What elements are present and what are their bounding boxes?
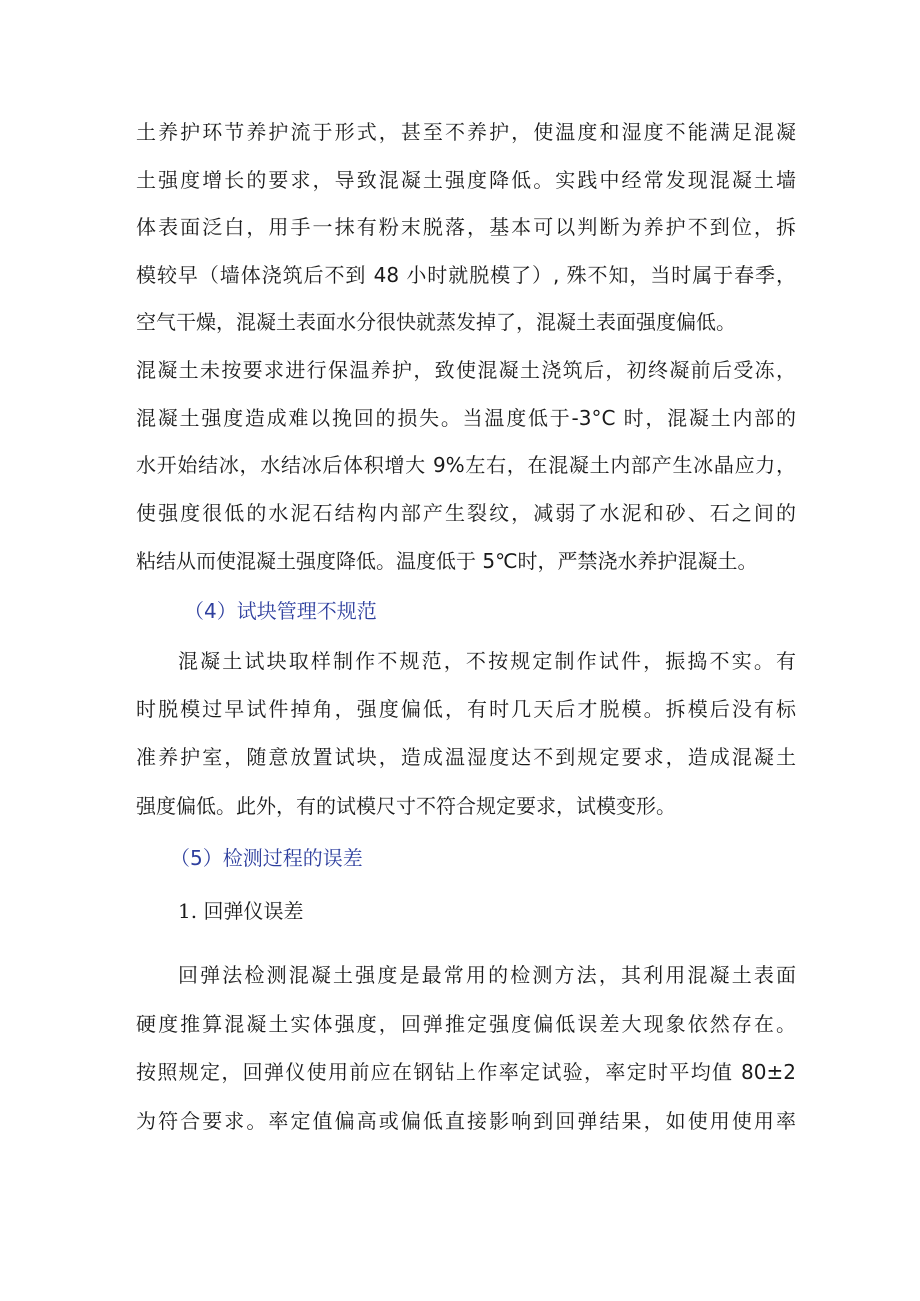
paragraph-line: 粘结从而使混凝土强度降低。温度低于 5℃时，严禁浇水养护混凝土。	[136, 549, 758, 573]
paragraph-line: 准养护室，随意放置试块，造成温湿度达不到规定要求，造成混凝土	[136, 745, 796, 769]
subsection-heading: 1. 回弹仪误差	[178, 899, 304, 923]
paragraph-line: 空气干燥，混凝土表面水分很快就蒸发掉了，混凝土表面强度偏低。	[136, 310, 736, 334]
paragraph-line: 混凝土未按要求进行保温养护，致使混凝土浇筑后，初终凝前后受冻，	[136, 358, 796, 382]
paragraph-line: 土养护环节养护流于形式，甚至不养护，使温度和湿度不能满足混凝	[136, 120, 796, 144]
paragraph-line: 体表面泛白，用手一抹有粉末脱落，基本可以判断为养护不到位，拆	[136, 215, 796, 239]
paragraph-line: 为符合要求。率定值偏高或偏低直接影响到回弹结果，如使用使用率	[136, 1109, 796, 1133]
paragraph-line: 混凝土强度造成难以挽回的损失。当温度低于-3°C 时，混凝土内部的	[136, 406, 796, 430]
paragraph-line: 土强度增长的要求，导致混凝土强度降低。实践中经常发现混凝土墙	[136, 168, 796, 192]
paragraph-line: 模较早（墙体浇筑后不到 48 小时就脱模了）, 殊不知，当时属于春季，	[136, 263, 796, 287]
section-heading-4: （4）试块管理不规范	[184, 599, 377, 623]
section-heading-5: （5）检测过程的误差	[170, 846, 363, 870]
paragraph-line: 使强度很低的水泥石结构内部产生裂纹，减弱了水泥和砂、石之间的	[136, 501, 796, 525]
paragraph-line: 强度偏低。此外，有的试模尺寸不符合规定要求，试模变形。	[136, 794, 676, 818]
paragraph-line: 回弹法检测混凝土强度是最常用的检测方法，其利用混凝土表面	[178, 963, 796, 987]
paragraph-line: 混凝土试块取样制作不规范，不按规定制作试件，振捣不实。有	[178, 649, 796, 673]
paragraph-line: 水开始结冰，水结冰后体积增大 9%左右，在混凝土内部产生冰晶应力，	[136, 453, 796, 477]
paragraph-line: 硬度推算混凝土实体强度，回弹推定强度偏低误差大现象依然存在。	[136, 1012, 796, 1036]
paragraph-line: 按照规定，回弹仪使用前应在钢钻上作率定试验，率定时平均值 80±2	[136, 1060, 796, 1084]
paragraph-line: 时脱模过早试件掉角，强度偏低，有时几天后才脱模。拆模后没有标	[136, 697, 796, 721]
